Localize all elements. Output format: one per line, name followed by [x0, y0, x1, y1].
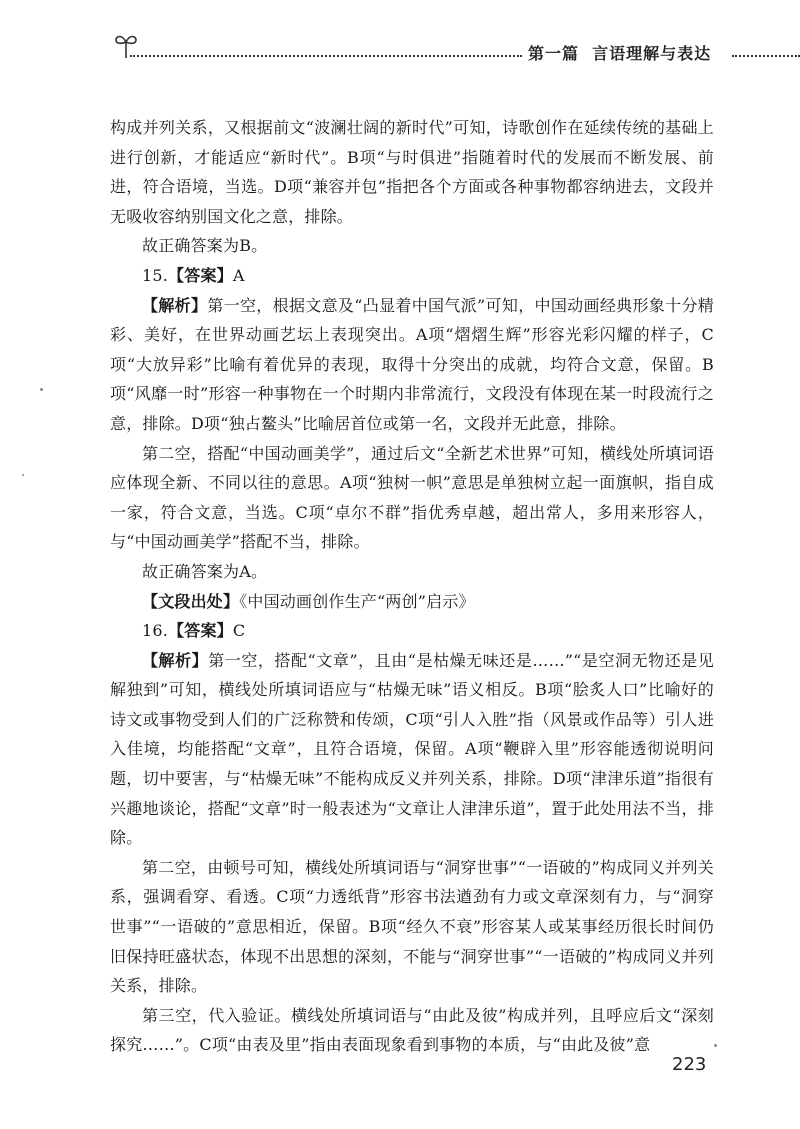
scan-speck: [714, 1044, 717, 1047]
scan-speck: [40, 388, 43, 391]
page-body: [110, 113, 714, 1060]
header-section: 言语理解与表达: [592, 44, 712, 63]
paragraph: 故正确答案为B。: [142, 236, 268, 256]
question-15-answer: 15.【答案】A: [142, 265, 245, 285]
paragraph: 第三空，代入验证。横线处所填词语与“由此及彼”构成并列，且呼应后文“深刻探究……”。C项“由表及里”指由表面现象看到事物的本质，与“由此及彼”意: [110, 1005, 714, 1055]
paragraph: 构成并列关系，又根据前文“波澜壮阔的新时代”可知，诗歌创作在延续传统的基础上进行创新，才能适应“新时代”。B项“与时俱进”指随着时代的发展而不断发展、前进，符合语境，当选。D项“兼容并包”指把各个方面或各种事物都容纳进去，文段并无吸收容纳别国文化之意，排除。: [110, 118, 714, 226]
scan-speck: [22, 474, 24, 476]
question-16-analysis: 【解析】第一空，搭配“文章”，且由“是枯燥无味还是……”“是空洞无物还是见解独到”可知，横线处所填词语应与“枯燥无味”语义相反。B项“脍炙人口”比喻好的诗文或事物受到人们的广泛称赞和传颂，C项“引人入胜”指（风景或作品等）引人进入佳境，均能搭配“文章”，且符合语境，保留。A项“鞭辟入里”形容能透彻说明问题，切中要害，与“枯燥无味”不能构成反义并列关系，排除。D项“津津乐道”指很有兴趣地谈论，搭配“文章”时一般表述为“文章让人津津乐道”，置于此处用法不当，排除。: [110, 650, 714, 848]
header-rule-left: [130, 55, 522, 57]
page-number: 223: [672, 1054, 707, 1075]
paragraph: 故正确答案为A。: [142, 561, 268, 581]
question-16-answer: 16.【答案】C: [142, 621, 246, 641]
header-title: [528, 41, 730, 64]
header-rule-right: [732, 55, 800, 57]
paragraph: 第二空，由顿号可知，横线处所填词语与“洞穿世事”“一语破的”构成同义并列关系，强调看穿、看透。C项“力透纸背”形容书法遒劲有力或文章深刻有力，与“洞穿世事”“一语破的”意思相近，保留。B项“经久不衰”形容某人或某事经历很长时间仍旧保持旺盛状态，体现不出思想的深刻，不能与“洞穿世事”“一语破的”构成同义并列关系，排除。: [110, 857, 714, 996]
source-citation: 【文段出处】《中国动画创作生产“两创”启示》: [142, 591, 475, 611]
header-part: 第一篇: [528, 44, 580, 63]
question-15-analysis: 【解析】第一空，根据文意及“凸显着中国气派”可知，中国动画经典形象十分精彩、美好，在世界动画艺坛上表现突出。A项“熠熠生辉”形容光彩闪耀的样子，C项“大放异彩”比喻有着优异的表现，取得十分突出的成就，均符合文意，保留。B项“风靡一时”形容一种事物在一个时期内非常流行，文段没有体现在某一时段流行之意，排除。D项“独占鳌头”比喻居首位或第一名，文段并无此意，排除。: [110, 295, 714, 433]
paragraph: 第二空，搭配“中国动画美学”，通过后文“全新艺术世界”可知，横线处所填词语应体现全新、不同以往的意思。A项“独树一帜”意思是单独树立起一面旗帜，指自成一家，符合文意，当选。C项“卓尔不群”指优秀卓越，超出常人，多用来形容人，与“中国动画美学”搭配不当，排除。: [110, 443, 714, 552]
page-header: [0, 14, 800, 74]
